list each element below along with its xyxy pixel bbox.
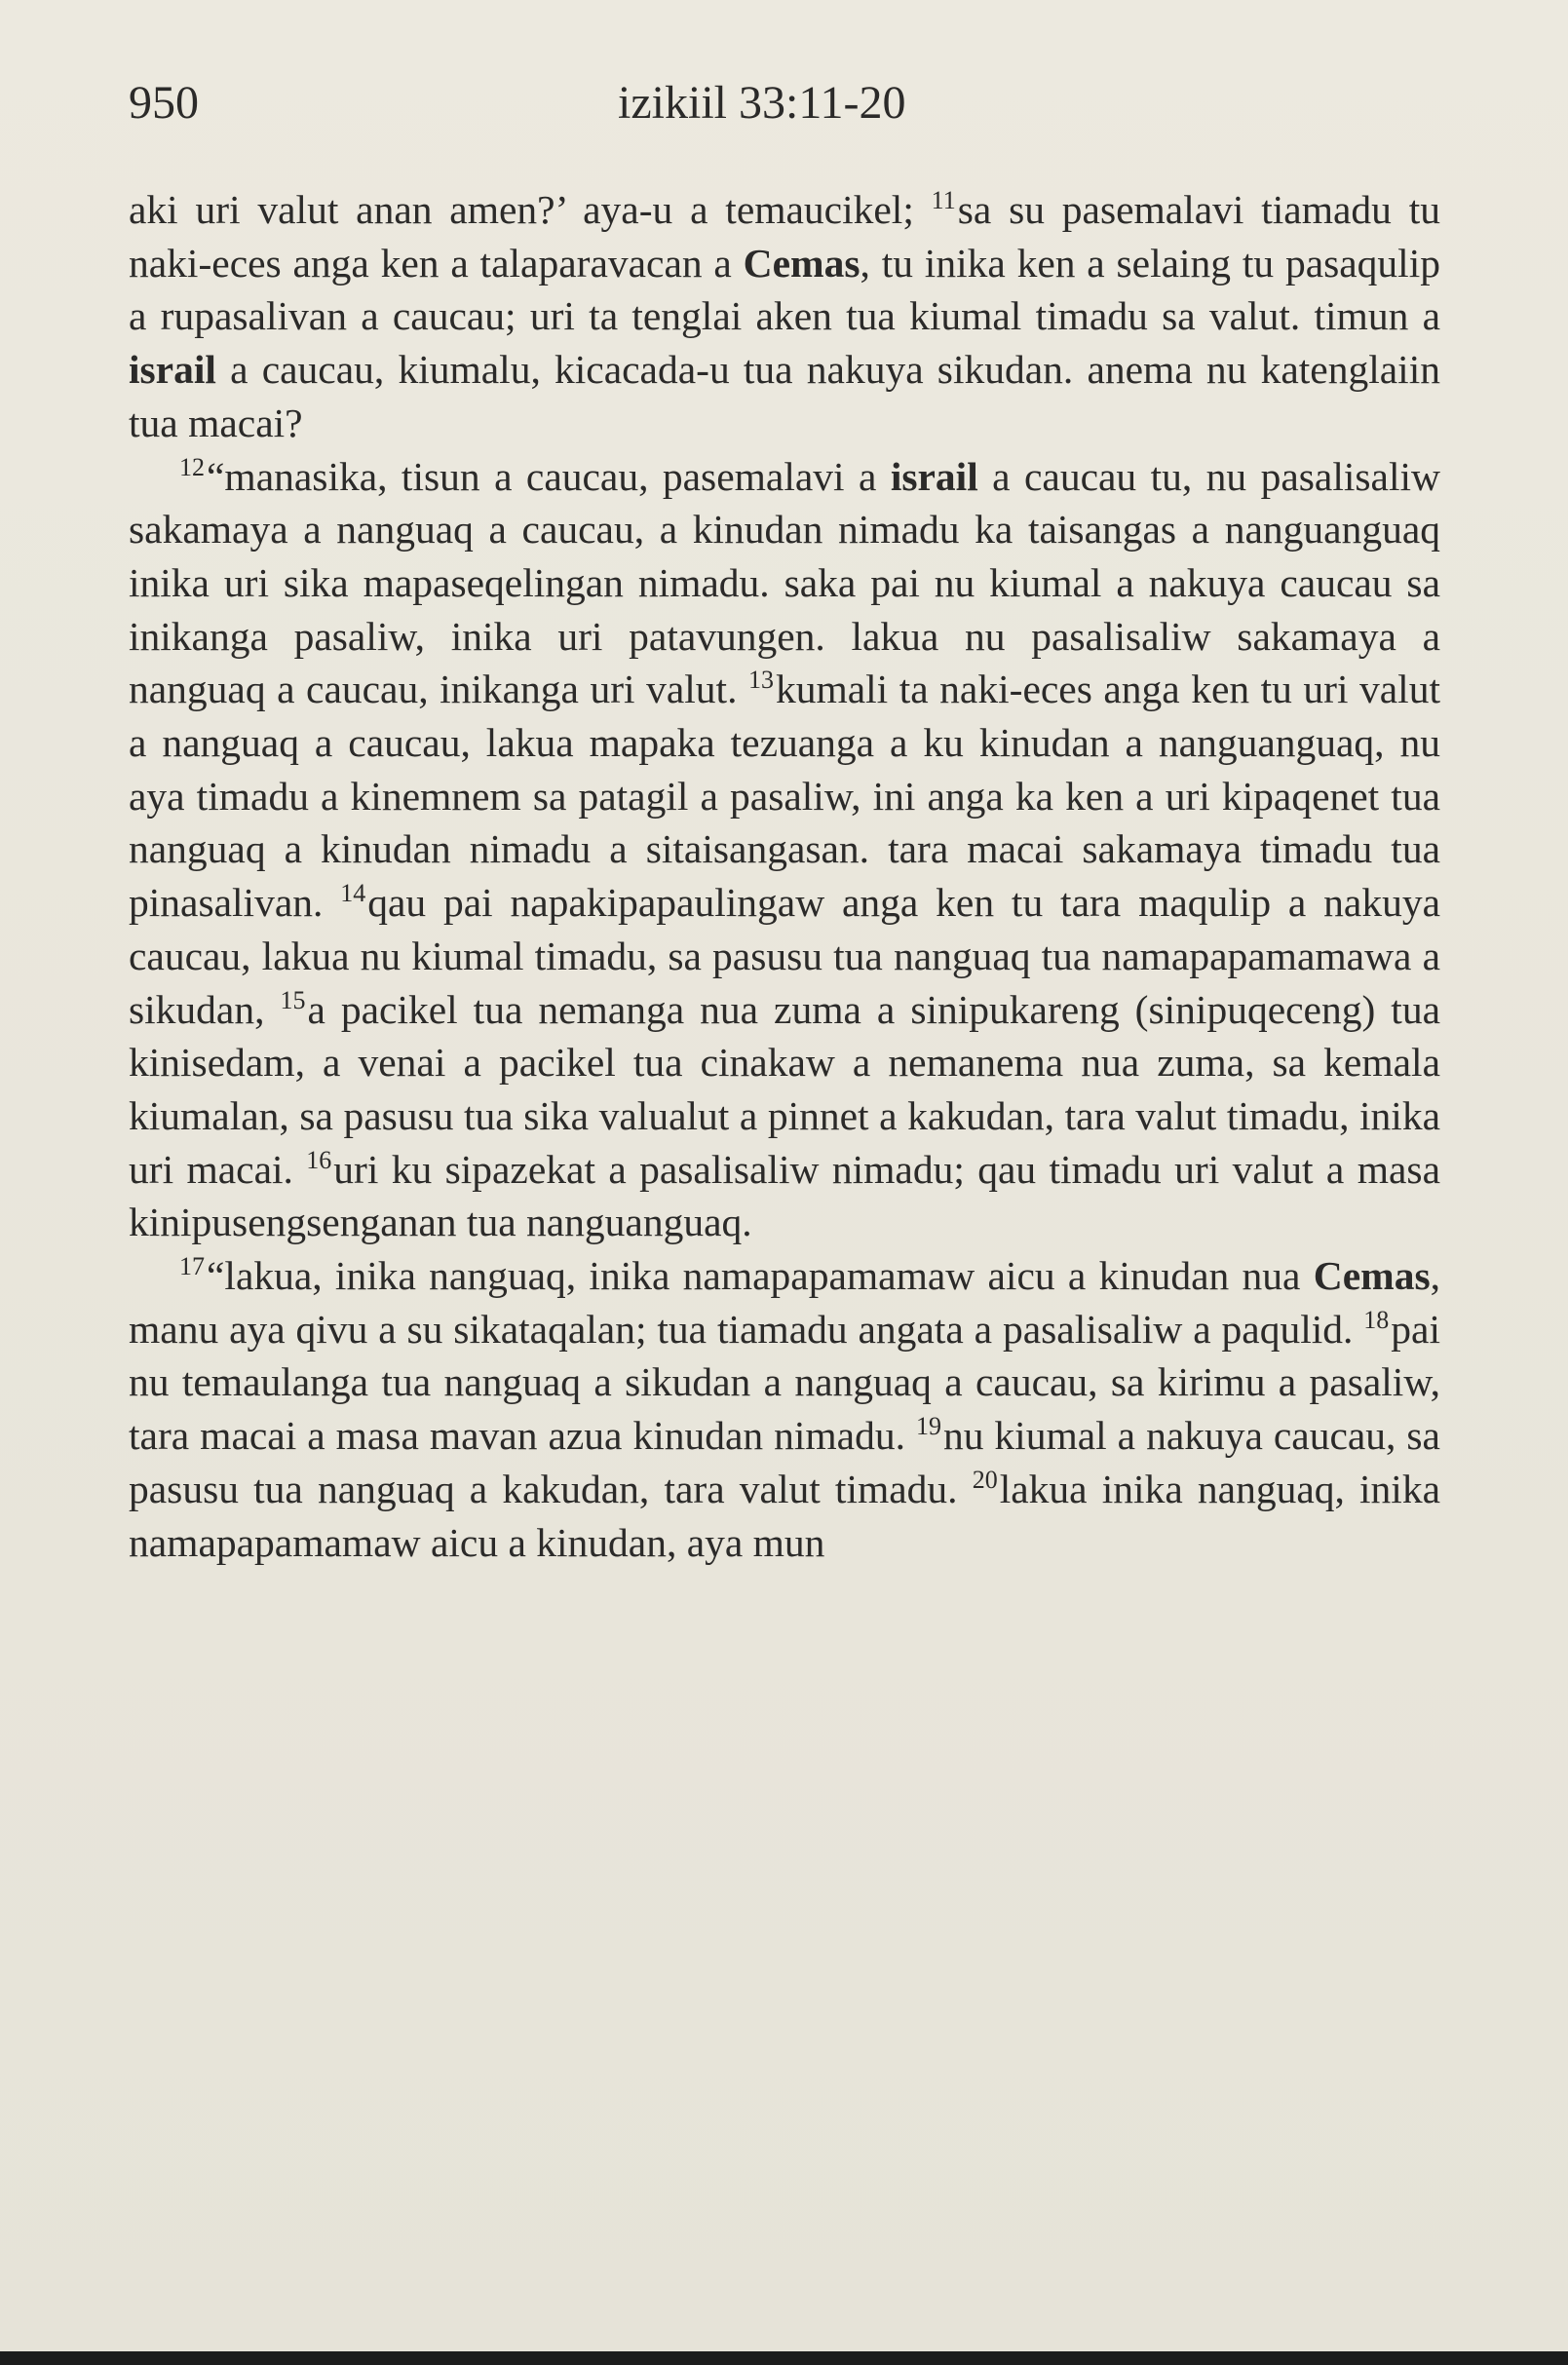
bold-name: Cemas <box>1313 1253 1431 1299</box>
verse-text: nu kiumal a nakuya caucau, sa pasusu tua nanguaq a kakudan, tara valut timadu. <box>129 1413 1440 1511</box>
verse-text: uri ku sipazekat a pasalisaliw nimadu; qau timadu uri valut a masa kinipusengsenganan tua nanguanguaq. <box>129 1146 1440 1245</box>
paragraph <box>129 1249 1440 1569</box>
bold-name: israil <box>890 453 978 499</box>
bold-name: Cemas <box>743 240 860 286</box>
bottom-edge-bar <box>0 2351 1568 2365</box>
verse-number: 18 <box>1363 1305 1390 1334</box>
page-number: 950 <box>129 77 199 129</box>
verse-text: lakua inika nanguaq, inika namapapamamaw aicu a kinudan, aya mun <box>129 1466 1441 1565</box>
paragraph <box>129 450 1440 1250</box>
verse-number: 13 <box>747 666 774 695</box>
verse-number: 16 <box>306 1145 332 1174</box>
verse-text: kumali ta naki-eces anga ken tu uri valut a nanguaq a caucau, lakua mapaka tezuanga a ku kinudan a nanguanguaq, nu aya timadu a kinemnem sa patagil a pasaliw, ini anga ka ken a uri kipaqenet tua nanguaq a kinudan nimadu a sitaisangasan. tara macai sakamaya timadu tua pinasalivan. <box>129 667 1440 926</box>
verse-number: 12 <box>179 452 205 481</box>
paragraph <box>129 183 1440 450</box>
verse-text: , tu inika ken a selaing tu pasaqulip a rupasalivan a caucau; uri ta tenglai aken tua kiumal timadu sa valut. timun a <box>129 240 1440 339</box>
page-header <box>129 76 1439 144</box>
verse-text: “manasika, tisun a caucau, pasemalavi a <box>207 453 891 499</box>
verse-number: 17 <box>179 1252 205 1281</box>
verse-text: aki uri valut anan amen?’ aya-u a temaucikel; <box>129 187 932 232</box>
verse-number: 15 <box>280 985 306 1014</box>
verse-number: 14 <box>340 879 366 908</box>
verse-text: , manu aya qivu a su sikataqalan; tua tiamadu angata a pasalisaliw a paqulid. <box>129 1253 1440 1352</box>
verse-text: sa su pasemalavi tiamadu tu naki-eces anga ken a talaparavacan a <box>129 187 1440 286</box>
verse-number: 11 <box>931 186 956 214</box>
body-text <box>129 183 1440 1569</box>
verse-text: a caucau tu, nu pasalisaliw sakamaya a nanguaq a caucau, a kinudan nimadu ka taisangas a nanguanguaq inika uri sika mapaseqelingan nimadu. saka pai nu kiumal a nakuya caucau sa inikanga pasaliw, inika uri patavungen. lakua nu pasalisaliw sakamaya a nanguaq a caucau, inikanga uri valut. <box>129 453 1440 712</box>
verse-text: a caucau, kiumalu, kicacada-u tua nakuya sikudan. anema nu katenglaiin tua macai? <box>129 347 1440 445</box>
bold-name: israil <box>129 347 216 393</box>
verse-text: qau pai napakipapaulingaw anga ken tu tara maqulip a nakuya caucau, lakua nu kiumal timadu, sa pasusu tua nanguaq tua namapapamamawa a sikudan, <box>129 880 1441 1032</box>
running-head: izikiil 33:11-20 <box>618 77 906 129</box>
verse-text: “lakua, inika nanguaq, inika namapapamamaw aicu a kinudan nua <box>207 1253 1314 1299</box>
verse-text: pai nu temaulanga tua nanguaq a sikudan a nanguaq a caucau, sa kirimu a pasaliw, tara macai a masa mavan azua kinudan nimadu. <box>129 1306 1440 1459</box>
verse-number: 20 <box>972 1465 998 1494</box>
verse-number: 19 <box>915 1412 941 1441</box>
verse-text: a pacikel tua nemanga nua zuma a sinipukareng (sinipuqeceng) tua kinisedam, a venai a pacikel tua cinakaw a nemanema nua zuma, sa kemala kiumalan, sa pasusu tua sika valualut a pinnet a kakudan, tara valut timadu, inika uri macai. <box>129 986 1440 1192</box>
